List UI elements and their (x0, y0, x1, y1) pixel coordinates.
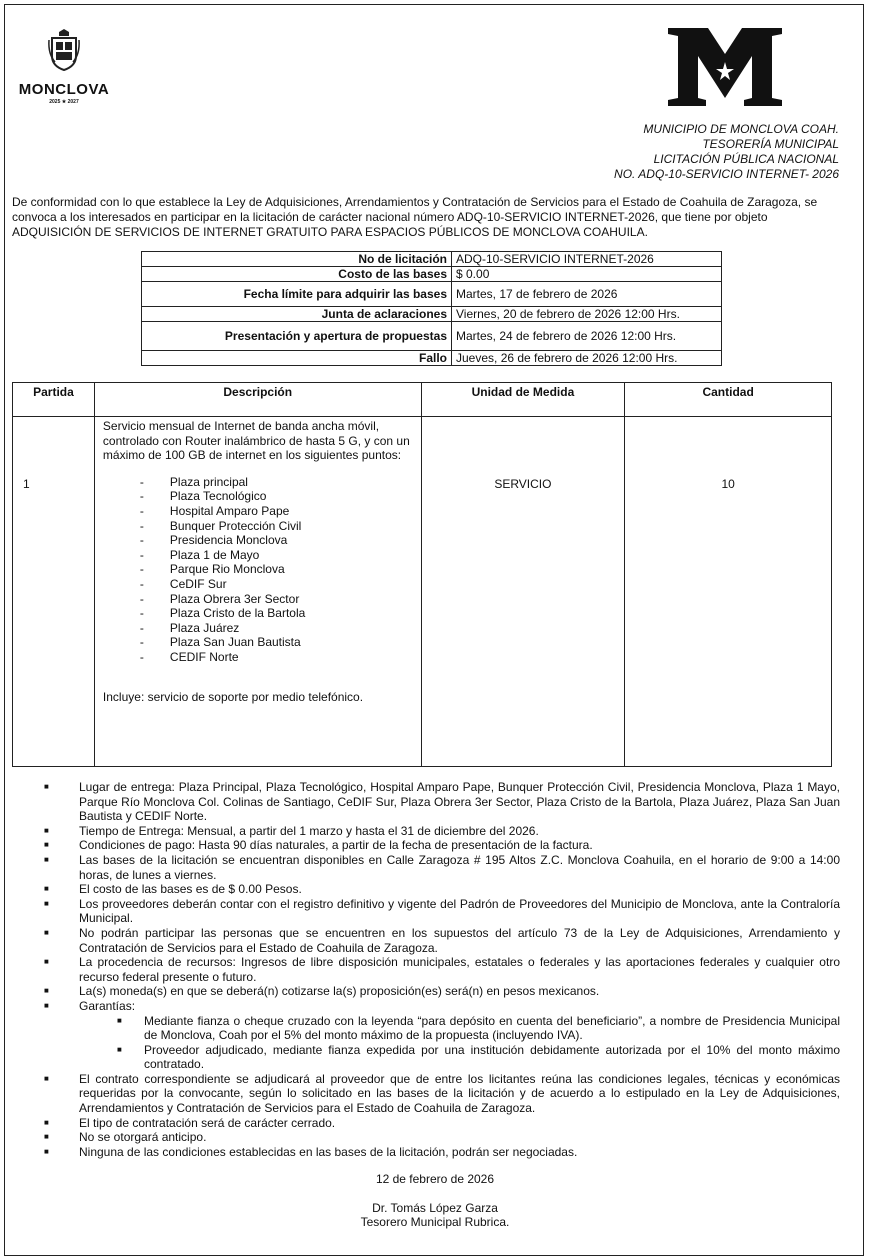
list-item: ■ Lugar de entrega: Plaza Principal, Plaza Tecnológico, Hospital Amparo Pape, Bunquer Protección Civil, Presidencia Monclova, Plaza 1 Mayo, Parque Río Monclova Col. Colinas de Santiago, CeDIF Sur, Plaza Obrera 3er Sector, Plaza Cristo de la Bartola, Plaza Juárez, Plaza San Juan Bautista y CEDIF Norte. (44, 780, 840, 824)
monclova-logo (14, 28, 114, 105)
list-item: ■ Proveedor adjudicado, mediante fianza expedida por una institución debidamente autorizada por el 10% del monto máximo contratado. (117, 1043, 840, 1072)
list-item: ■ Mediante fianza o cheque cruzado con la leyenda “para depósito en cuenta del beneficiario”, a nombre de Presidencia Municipal de Monclova, Coah por el 5% del monto máximo de la propuesta (incluyendo IVA). (117, 1014, 840, 1043)
list-item: ■ Los proveedores deberán contar con el registro definitivo y vigente del Padrón de Proveedores del Municipio de Monclova, ante la Contraloría Municipal. (44, 897, 840, 926)
info-value: Viernes, 20 de febrero de 2026 12:00 Hrs. (452, 307, 722, 322)
info-label: No de licitación (142, 252, 452, 267)
header-treasury: TESORERÍA MUNICIPAL (702, 137, 839, 151)
items-header-row (13, 383, 832, 417)
header-municipality: MUNICIPIO DE MONCLOVA COAH. (643, 122, 839, 136)
list-item: - CeDIF Sur (103, 577, 413, 592)
tender-info-table (141, 251, 722, 366)
item-description-cell (94, 417, 421, 767)
info-value: Jueves, 26 de febrero de 2026 12:00 Hrs. (452, 351, 722, 366)
list-item: - CEDIF Norte (103, 650, 413, 665)
info-label: Fecha límite para adquirir las bases (142, 282, 452, 307)
header-tender-type: LICITACIÓN PÚBLICA NACIONAL (653, 152, 839, 166)
list-item: - Plaza San Juan Bautista (103, 635, 413, 650)
item-unit: SERVICIO (421, 417, 625, 767)
list-item: - Plaza Tecnológico (103, 489, 413, 504)
footer-date: 12 de febrero de 2026 (375, 1172, 495, 1186)
info-value: Martes, 17 de febrero de 2026 (452, 282, 722, 307)
list-item: ■ Tiempo de Entrega: Mensual, a partir del 1 marzo y hasta el 31 de diciembre del 2026. (44, 824, 840, 839)
info-row (142, 322, 722, 351)
list-item: ■ El costo de las bases es de $ 0.00 Pesos. (44, 882, 840, 897)
list-item: - Bunquer Protección Civil (103, 519, 413, 534)
info-label: Costo de las bases (142, 267, 452, 282)
guarantees-list (79, 1014, 840, 1072)
info-label: Junta de aclaraciones (142, 307, 452, 322)
info-value: $ 0.00 (452, 267, 722, 282)
info-value: Martes, 24 de febrero de 2026 12:00 Hrs. (452, 322, 722, 351)
list-item: - Hospital Amparo Pape (103, 504, 413, 519)
footer-signer: Dr. Tomás López Garza (372, 1201, 498, 1215)
list-item: ■ Las bases de la licitación se encuentran disponibles en Calle Zaragoza # 195 Altos Z.C. Monclova Coahuila, en el horario de 9:00 a 14:00 horas, de lunes a viernes. (44, 853, 840, 882)
info-row (142, 267, 722, 282)
m-monogram-icon (668, 28, 782, 106)
item-description: Servicio mensual de Internet de banda ancha móvil, controlado con Router inalámbrico de hasta 5 G, y con un máximo de 100 GB de internet en los siguientes puntos: (102, 419, 410, 463)
logo-years: 2025 ★ 2027 (49, 99, 79, 105)
conditions-list (44, 780, 840, 1159)
list-item: ■ No podrán participar las personas que se encuentren en los supuestos del artículo 73 de la Ley de Adquisiciones, Arrendamiento y Contratación de Servicios para el Estado de Coahuila de Zaragoza. (44, 926, 840, 955)
info-row (142, 252, 722, 267)
list-item: - Parque Rio Monclova (103, 562, 413, 577)
list-item: - Plaza principal (103, 475, 413, 490)
item-includes: Incluye: servicio de soporte por medio telefónico. (102, 689, 364, 704)
info-label: Fallo (142, 351, 452, 366)
list-item: - Presidencia Monclova (103, 533, 413, 548)
list-item: - Plaza 1 de Mayo (103, 548, 413, 563)
item-quantity: 10 (625, 417, 832, 767)
header-cantidad: Cantidad (625, 383, 832, 417)
list-item: ■ Condiciones de pago: Hasta 90 días naturales, a partir de la fecha de presentación de la factura. (44, 838, 840, 853)
list-item: ■ No se otorgará anticipo. (44, 1130, 840, 1145)
delivery-points-list (103, 475, 413, 665)
footer-role: Tesorero Municipal Rubrica. (360, 1215, 510, 1229)
info-row (142, 282, 722, 307)
items-table (12, 382, 832, 767)
list-item: ■ El contrato correspondiente se adjudicará al proveedor que de entre los licitantes reúna las condiciones legales, técnicas y económicas requeridas por la convocante, según lo solicitado en las bases de la licitación y de acuerdo a lo estipulado en la Ley de Adquisiciones, Arrendamientos y Contratación de Servicios para el Estado de Coahuila de Zaragoza. (44, 1072, 840, 1116)
item-partida: 1 (13, 417, 95, 767)
header-tender-number: NO. ADQ-10-SERVICIO INTERNET- 2026 (614, 167, 839, 181)
info-value: ADQ-10-SERVICIO INTERNET-2026 (452, 252, 722, 267)
info-row (142, 351, 722, 366)
info-row (142, 307, 722, 322)
list-item: ■ La procedencia de recursos: Ingresos de libre disposición municipales, estatales o federales y las aportaciones federales y cualquier otro recurso federal presente o futuro. (44, 955, 840, 984)
document-header (614, 122, 839, 182)
list-item: - Plaza Obrera 3er Sector (103, 592, 413, 607)
list-item: - Plaza Cristo de la Bartola (103, 606, 413, 621)
list-item (44, 999, 840, 1072)
table-row (13, 417, 832, 767)
header-descripcion: Descripción (94, 383, 421, 417)
intro-paragraph: De conformidad con lo que establece la Ley de Adquisiciones, Arrendamientos y Contratación de Servicios para el Estado de Coahuila de Zaragoza, se convoca a los interesados en participar en la licitación de carácter nacional número ADQ-10-SERVICIO INTERNET-2026, que tiene por objeto ADQUISICIÓN DE SERVICIOS DE INTERNET GRATUITO PARA ESPACIOS PÚBLICOS DE MONCLOVA COAHUILA. (12, 195, 818, 239)
logo-name: MONCLOVA (18, 81, 110, 98)
list-item: ■ Ninguna de las condiciones establecidas en las bases de la licitación, podrán ser negociadas. (44, 1145, 840, 1160)
header-unidad: Unidad de Medida (421, 383, 625, 417)
list-item: ■ La(s) moneda(s) en que se deberá(n) cotizarse la(s) proposición(es) será(n) en pesos mexicanos. (44, 984, 840, 999)
coat-of-arms-icon (47, 28, 81, 72)
list-item: ■ El tipo de contratación será de carácter cerrado. (44, 1116, 840, 1131)
list-item: - Plaza Juárez (103, 621, 413, 636)
header-partida: Partida (13, 383, 95, 417)
guarantees-label: Garantías: (79, 998, 136, 1013)
info-label: Presentación y apertura de propuestas (142, 322, 452, 351)
